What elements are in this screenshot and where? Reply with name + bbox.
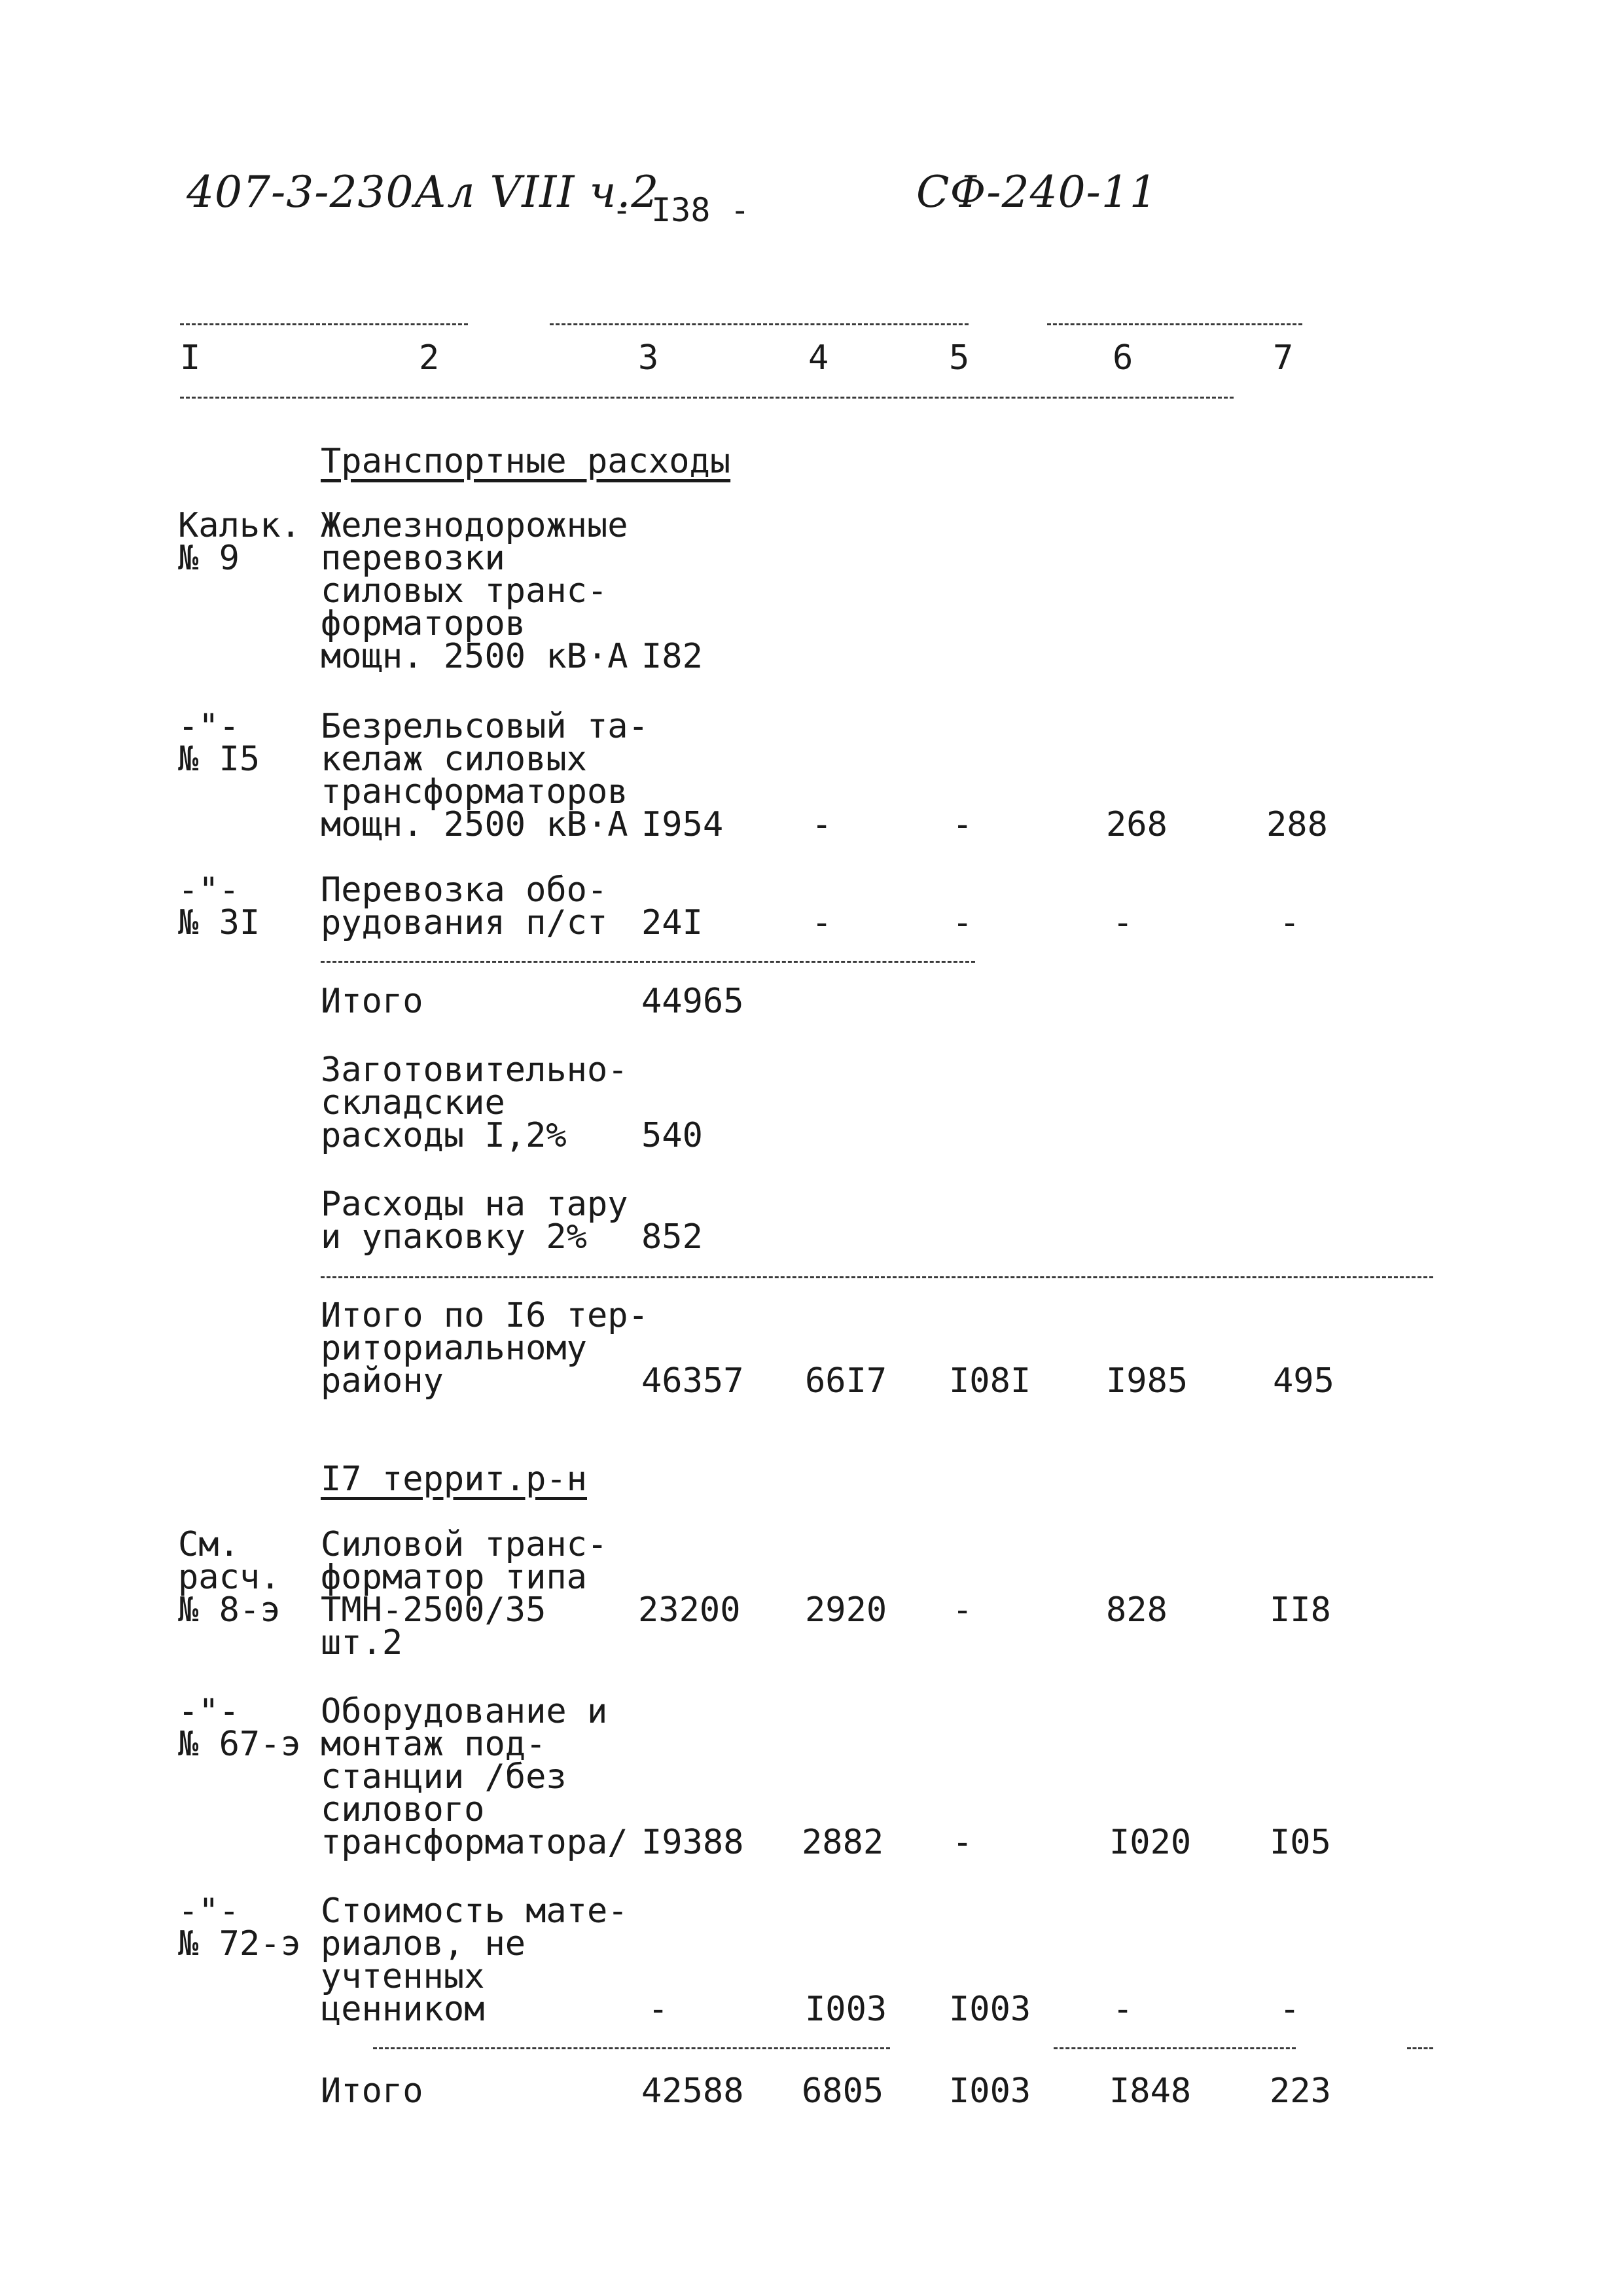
cell-col6: I020	[1109, 1823, 1192, 1862]
column-header-5: 5	[949, 338, 970, 378]
cell-col4: -	[812, 805, 832, 844]
cell-col7: I05	[1270, 1823, 1331, 1862]
cell-col6: -	[1113, 1990, 1133, 2029]
region-total-col5: I08I	[949, 1361, 1031, 1401]
cell-col7: II8	[1270, 1590, 1331, 1630]
final-total-col3: 42588	[641, 2072, 744, 2111]
column-header-6: 6	[1113, 338, 1133, 378]
cell-col6: -	[1113, 903, 1133, 942]
cell-col3: 24I	[641, 903, 703, 942]
cell-col3: I954	[641, 805, 724, 844]
row-description: Оборудование и монтаж под- станции /без силового трансформатора/	[321, 1692, 628, 1862]
storage-costs-col3: 540	[641, 1116, 703, 1155]
cell-col3: I9388	[641, 1823, 744, 1862]
sheet-code-handwritten: СФ-240-11	[916, 167, 1158, 217]
subtotal-label: Итого	[321, 982, 423, 1021]
header-rule-top-3	[1047, 323, 1302, 325]
row-description: Силовой транс- форматор типа ТМН-2500/35 шт.2	[321, 1525, 608, 1662]
cell-col5: -	[952, 1590, 973, 1630]
cell-col6: 268	[1106, 805, 1168, 844]
row-description: Перевозка обо- рудования п/ст	[321, 870, 608, 942]
cell-col6: 828	[1106, 1590, 1168, 1630]
storage-costs-label: Заготовительно- складские расходы I,2%	[321, 1050, 628, 1155]
row-description: Стоимость мате- риалов, не учтенных ценником	[321, 1892, 628, 2029]
cell-col7: -	[1279, 1990, 1300, 2029]
cell-col4: -	[812, 903, 832, 942]
header-rule-bottom	[180, 397, 1234, 399]
subtotal-col3: 44965	[641, 982, 744, 1021]
row-description: Безрельсовый та- келаж силовых трансформаторов мощн. 2500 кВ·А	[321, 707, 649, 844]
region-total-col4: 66I7	[805, 1361, 887, 1401]
row-ref: -"- № 67-э	[178, 1692, 301, 1764]
section-title-transport: Транспортные расходы	[321, 442, 731, 481]
region-total-col6: I985	[1106, 1361, 1188, 1401]
cell-col7: -	[1279, 903, 1300, 942]
row-description: Железнодорожные перевозки силовых транс- форматоров мощн. 2500 кВ·А	[321, 506, 628, 676]
section-title-region-17: I7 террит.р-н	[321, 1460, 587, 1499]
cell-col7: 288	[1266, 805, 1328, 844]
final-total-col5: I003	[949, 2072, 1031, 2111]
cell-col5: -	[952, 903, 973, 942]
row-ref: -"- № 72-э	[178, 1892, 301, 1964]
cell-col5: I003	[949, 1990, 1031, 2029]
column-header-4: 4	[808, 338, 829, 378]
packing-costs-label: Расходы на тару и упаковку 2%	[321, 1185, 628, 1257]
document-code-handwritten: 407-3-230Ал VIII ч.2	[187, 167, 660, 217]
row-ref: Кальк. № 9	[178, 506, 301, 578]
region-total-label: Итого по I6 тер- риториальному району	[321, 1296, 649, 1401]
row-ref: -"- № 3I	[178, 870, 260, 942]
final-total-col4: 6805	[802, 2072, 884, 2111]
cell-col3: I82	[641, 637, 703, 676]
final-total-col7: 223	[1270, 2072, 1331, 2111]
cell-col4: 2882	[802, 1823, 884, 1862]
final-total-rule-2	[1054, 2047, 1296, 2049]
header-rule-top-1	[180, 323, 468, 325]
row-ref: См. расч. № 8-э	[178, 1525, 281, 1630]
final-total-rule-3	[1407, 2047, 1433, 2049]
final-total-col6: I848	[1109, 2072, 1192, 2111]
final-total-rule-1	[373, 2047, 890, 2049]
page-number: - I38 -	[612, 191, 750, 229]
subtotal-rule	[321, 961, 975, 963]
column-header-1: I	[180, 338, 201, 378]
region-total-col3: 46357	[641, 1361, 744, 1401]
cell-col3: -	[648, 1990, 669, 2029]
cell-col5: -	[952, 1823, 973, 1862]
header-rule-top-2	[550, 323, 969, 325]
column-header-2: 2	[419, 338, 440, 378]
row-ref: -"- № I5	[178, 707, 260, 779]
column-header-3: 3	[638, 338, 659, 378]
cell-col4: 2920	[805, 1590, 887, 1630]
cell-col3: 23200	[638, 1590, 741, 1630]
packing-costs-col3: 852	[641, 1217, 703, 1257]
region-total-rule	[321, 1276, 1433, 1278]
region-total-col7: 495	[1273, 1361, 1334, 1401]
cell-col4: I003	[805, 1990, 887, 2029]
cell-col5: -	[952, 805, 973, 844]
column-header-7: 7	[1273, 338, 1294, 378]
final-total-label: Итого	[321, 2072, 423, 2111]
